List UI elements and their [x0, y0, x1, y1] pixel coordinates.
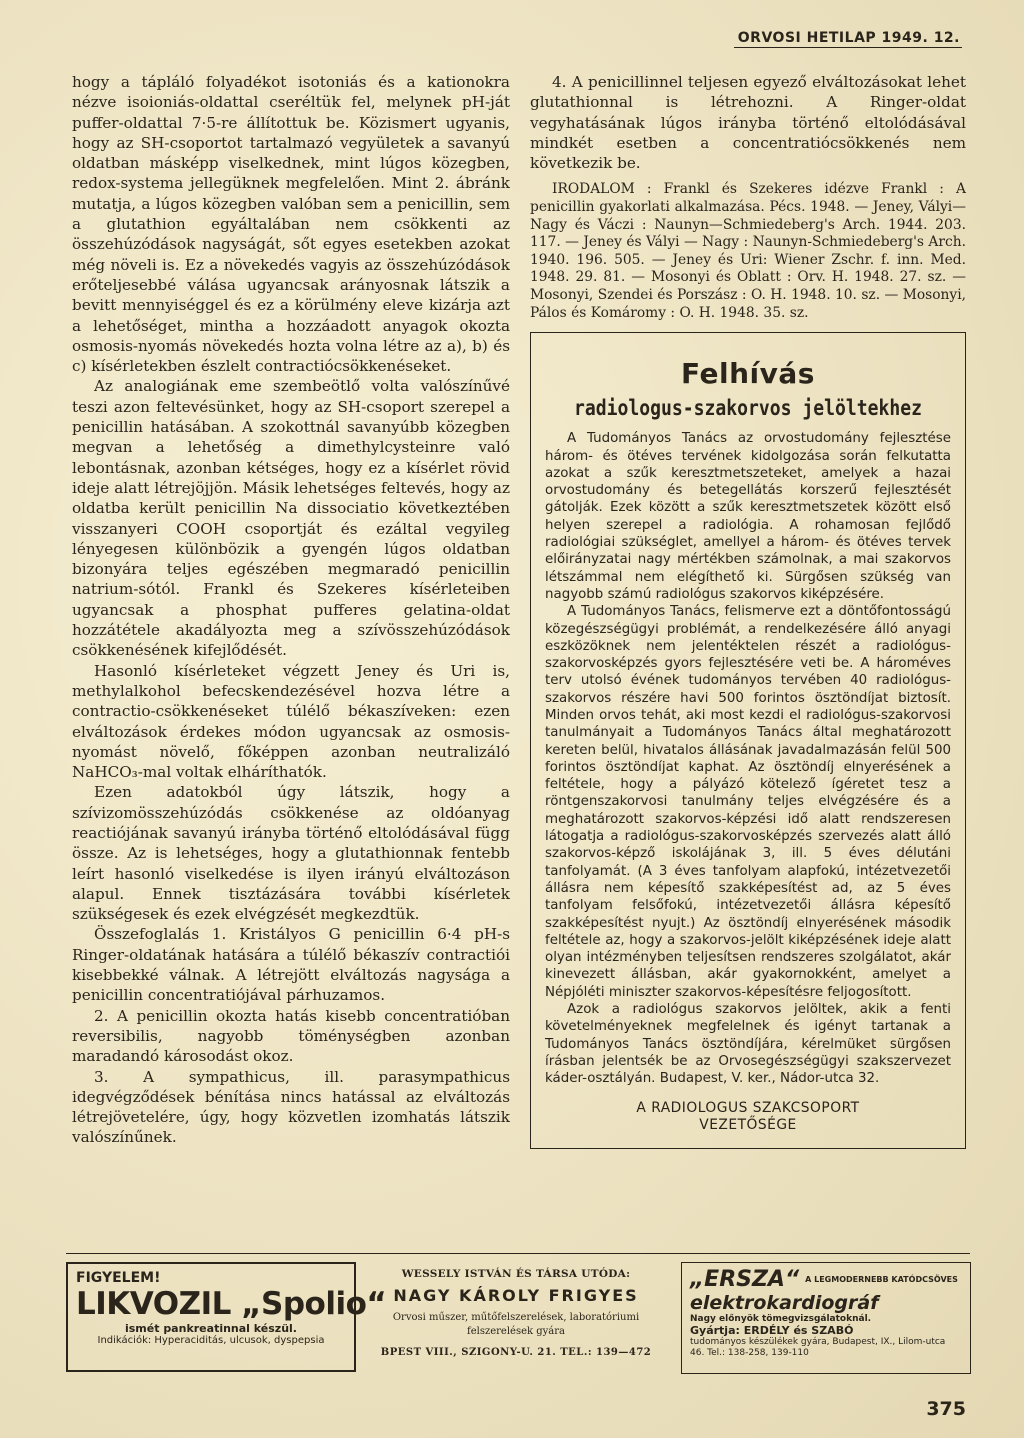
ad-tagline: A LEGMODERNEBB KATÓDCSÖVES	[805, 1275, 958, 1284]
page-number: 375	[926, 1398, 966, 1420]
paragraph: hogy a tápláló folyadékot isotoniás és a kationokra nézve isoioniás-oldattal cseréltük fel, melynek pH-ját puffer-oldattal 7·5-re állítottuk be. Közismert ugyanis, hogy az SH-csoportot tartalmazó vegyületek a savanyú oldatban másképp viselkednek, mint lúgos közegben, redox-systema jellegüknek megfelelően. Mint 2. ábránk mutatja, a lúgos közegben valóban sem a penicillin, sem a glutathion egyáltalában nem csökkenti az összehúzódások nagyságát, sőt egyes esetekben azokat még növeli is. Ez a növekedés vagyis az összehúzódások erőteljesebbé válása ugyancsak arányosnak látszik a bevitt mennyiséggel és ez a körülmény eleve kizárja azt a lehetőséget, mintha a hozzáadott anyagok okozta osmosis-nyomás növekedés hozta volna létre az a), b) és c) kísérletekben észlelt contractiócsökkenéseket.	[72, 73, 510, 376]
left-column	[72, 72, 510, 1148]
nagy-karoly-ad	[366, 1268, 666, 1358]
ad-address: tudományos készülékek gyára, Budapest, IX., Lilom-utca 46. Tel.: 138-258, 139-110	[690, 1337, 946, 1358]
ad-product: elektrokardiográf	[690, 1292, 879, 1314]
summary-item-4: 4. A penicillinnel teljesen egyező elváltozásokat lehet glutathionnal is létrehozni. A Ringer-oldat vegyhatásának lúgos irányba történő eltolódásával mindkét esetben a concentratiócsökkenés nem következik be.	[530, 73, 966, 173]
signature-line: VEZETŐSÉGE	[699, 1116, 797, 1133]
literature-list: IRODALOM : Frankl és Szekeres idézve Frankl : A penicillin gyakorlati alkalmazása. Pécs. 1948. — Jeney, Vályi—Nagy és Váczi : Naunyn—Schmiedeberg's Arch. 1944. 203. 117. — Jeney és Vályi — Nagy : Naunyn-Schmiedeberg's Arch. 1940. 196. 505. — Jeney és Uri: Wiener Zschr. f. inn. Med. 1948. 29. 81. — Mosonyi és Oblatt : Orv. H. 1948. 27. sz. — Mosonyi, Szendei és Porszász : O. H. 1948. 10. sz. — Mosonyi, Pálos és Komáromy : O. H. 1948. 35. sz.	[530, 181, 966, 321]
ad-company-name: NAGY KÁROLY FRIGYES	[393, 1286, 639, 1305]
journal-header: ORVOSI HETILAP 1949. 12.	[734, 30, 962, 48]
ad-manufacturer: Gyártja: ERDÉLY és SZABÓ	[690, 1324, 854, 1337]
ad-indications: Indikációk: Hyperaciditás, ulcusok, dyspepsia	[97, 1335, 325, 1346]
summary-paragraph: Összefoglalás 1. Kristályos G penicillin 6·4 pH-s Ringer-oldatának hatására a túlélő békaszív contractiói kisebbekké válnak. A létrejött elváltozás nagysága a penicillin concentratiójával párhuzamos.	[72, 925, 510, 1005]
likvozil-ad	[66, 1262, 387, 1372]
ad-description: Orvosi műszer, műtőfelszerelések, laboratóriumi felszerelések gyára	[392, 1312, 640, 1337]
notice-subtitle: radiologus-szakorvos jelöltekhez	[574, 396, 922, 421]
paragraph: Az analogiának eme szembeötlő volta valószínűvé teszi azon feltevésünket, hogy az SH-csoport szerepel a penicillin hatásában. A szokottnál savanyúbb közegben megvan a lehetőség a dimethylcysteinre való lebontásnak, azonban kétséges, hogy ez a kísérlet rövid ideje alatt létrejöjjön. Másik lehetséges feltevés, hogy az oldatba került penicillin Na dissociatio következtében visszanyeri COOH csoportját és ezáltal vegyileg lényegesen különbözik a gyengén lúgos oldatban bizonyára teljes egészében megmaradó penicillin natrium-sótól. Frankl és Szekeres kísérleteiben ugyancsak a phosphat pufferes gelatina-oldat hozzátétele akadályozta meg a szívösszehúzódások csökkenésének kifejlődését.	[72, 377, 510, 660]
ad-company-predecessor: WESSELY ISTVÁN ÉS TÁRSA UTÓDA:	[401, 1268, 631, 1280]
notice-title: Felhívás	[681, 357, 815, 391]
paragraph: Hasonló kísérleteket végzett Jeney és Uri is, methylalkohol befecskendezésével hozva létre a contractio-csökkenéseket túlélő békaszíveken: ezen elváltozások érdekes módon ugyancsak az osmosis-nyomást növelő, főképpen azonban neutralizáló NaHCO₃-mal voltak elháríthatók.	[72, 661, 510, 782]
notice-paragraph: A Tudományos Tanács, felismerve ezt a döntőfontosságú közegészségügyi problémát, a rendelkezésére álló anyagi eszközöknek nem jelentéktelen részét a radiológus-szakorvosképzés gyors fejlesztésére veti be. A hároméves terv utolsó évének tudományos tervében 40 radiológus-szakorvos részére havi 500 forintos ösztöndíjat biztosít. Minden orvos tehát, aki most kezdi el radiológus-szakorvosi tanulmányait a Tudományos Tanács által meghatározott kereten belül, hivatalos állásának javadalmazásán felül 500 forintos ösztöndíjat kaphat. Az ösztöndíj elnyerésének a feltétele, hogy a pályázó kötelező ígéretet tesz a röntgenszakorvosi tanulmány teljes elvégzésére és a meghatározott szakorvos-képzési idő alatt rendszeresen látogatja a radiológus-szakorvosképzés szervezés alatt álló szakorvos-képző iskolájának 3, ill. 5 éves délutáni tanfolyamát. (A 3 éves tanfolyam alapfokú, intézetvezetői állásra nem képesítő szakképesítést ad, az 5 éves tanfolyam felsőfokú, intézetvezetői állásra képesítő szakképesítést nyujt.) Az ösztöndíj elnyerésének második feltétele az, hogy a szakorvos-jelölt kiképzésének ideje alatt olyan intézményben teljesítsen rendszeres szolgálatot, akár kinevezett állásban, akár gyakornokként, amelyet a Népjóléti miniszter szakorvos-képesítésre feljogosított.	[545, 604, 951, 1000]
ad-benefit: Nagy előnyök tömegvizsgálatoknál.	[690, 1314, 872, 1324]
right-column	[530, 72, 966, 1149]
ersza-ad	[681, 1262, 971, 1374]
ad-attention: FIGYELEM!	[76, 1270, 161, 1286]
summary-paragraph: 3. A sympathicus, ill. parasympathicus idegvégződések bénítása nincs hatással az elváltozás létrejövetelére, úgy, hogy közvetlen izomhatás látszik valószínűnek.	[72, 1067, 510, 1147]
notice-signature	[545, 1100, 951, 1135]
ad-product-name: LIKVOZIL „Spolio“	[76, 1286, 387, 1322]
ad-note: ismét pankreatinnal készül.	[124, 1322, 297, 1335]
notice-paragraph: Azok a radiológus szakorvos jelöltek, akik a fenti követelményeknek megfelelnek és igényt tartanak a Tudományos Tanács ösztöndíjára, kérelmüket sürgősen írásban jelentsék be az Orvosegészségügyi szakszervezet káder-osztályán. Budapest, V. ker., Nádor-utca 32.	[545, 1002, 951, 1087]
ad-address: BPEST VIII., SZIGONY-U. 21. TEL.: 139—472	[380, 1347, 652, 1358]
radiology-notice	[530, 332, 966, 1149]
ad-brand: „ERSZA“	[690, 1267, 800, 1292]
signature-line: A RADIOLOGUS SZAKCSOPORT	[636, 1099, 860, 1116]
notice-paragraph: A Tudományos Tanács az orvostudomány fejlesztése három- és ötéves tervének kidolgozása során felkutatta azokat a szűk keresztmetszeteket, amelyek a hazai orvostudomány és betegellátás korszerű fejlesztését gátolják. Ezek között a szűk keresztmetszetek között első helyen szerepel a radiológia. A rohamosan fejlődő radiológiai szükséglet, amellyel a három- és ötéves tervek előirányzatai nagy mértékben számolnak, a mai szakorvos létszámmal nem elégíthető ki. Sürgősen szükség van nagyobb számú radiológus szakorvos kiképzésére.	[545, 431, 951, 602]
paragraph: Ezen adatokból úgy látszik, hogy a szívizomösszehúzódás csökkenése az oldóanyag reactiójának savanyú irányba történő eltolódásával függ össze. Az is lehetséges, hogy a glutathionnak fentebb leírt hasonló viselkedése is ilyen irányú elváltozáson alapul. Ennek tisztázására további kísérletek szükségesek és ezek elvégzését megkezdtük.	[72, 783, 510, 924]
summary-paragraph: 2. A penicillin okozta hatás kisebb concentratióban reversibilis, nagyobb töménységben azonban maradandó károsodást okoz.	[72, 1006, 510, 1066]
advertisement-strip	[66, 1253, 970, 1382]
